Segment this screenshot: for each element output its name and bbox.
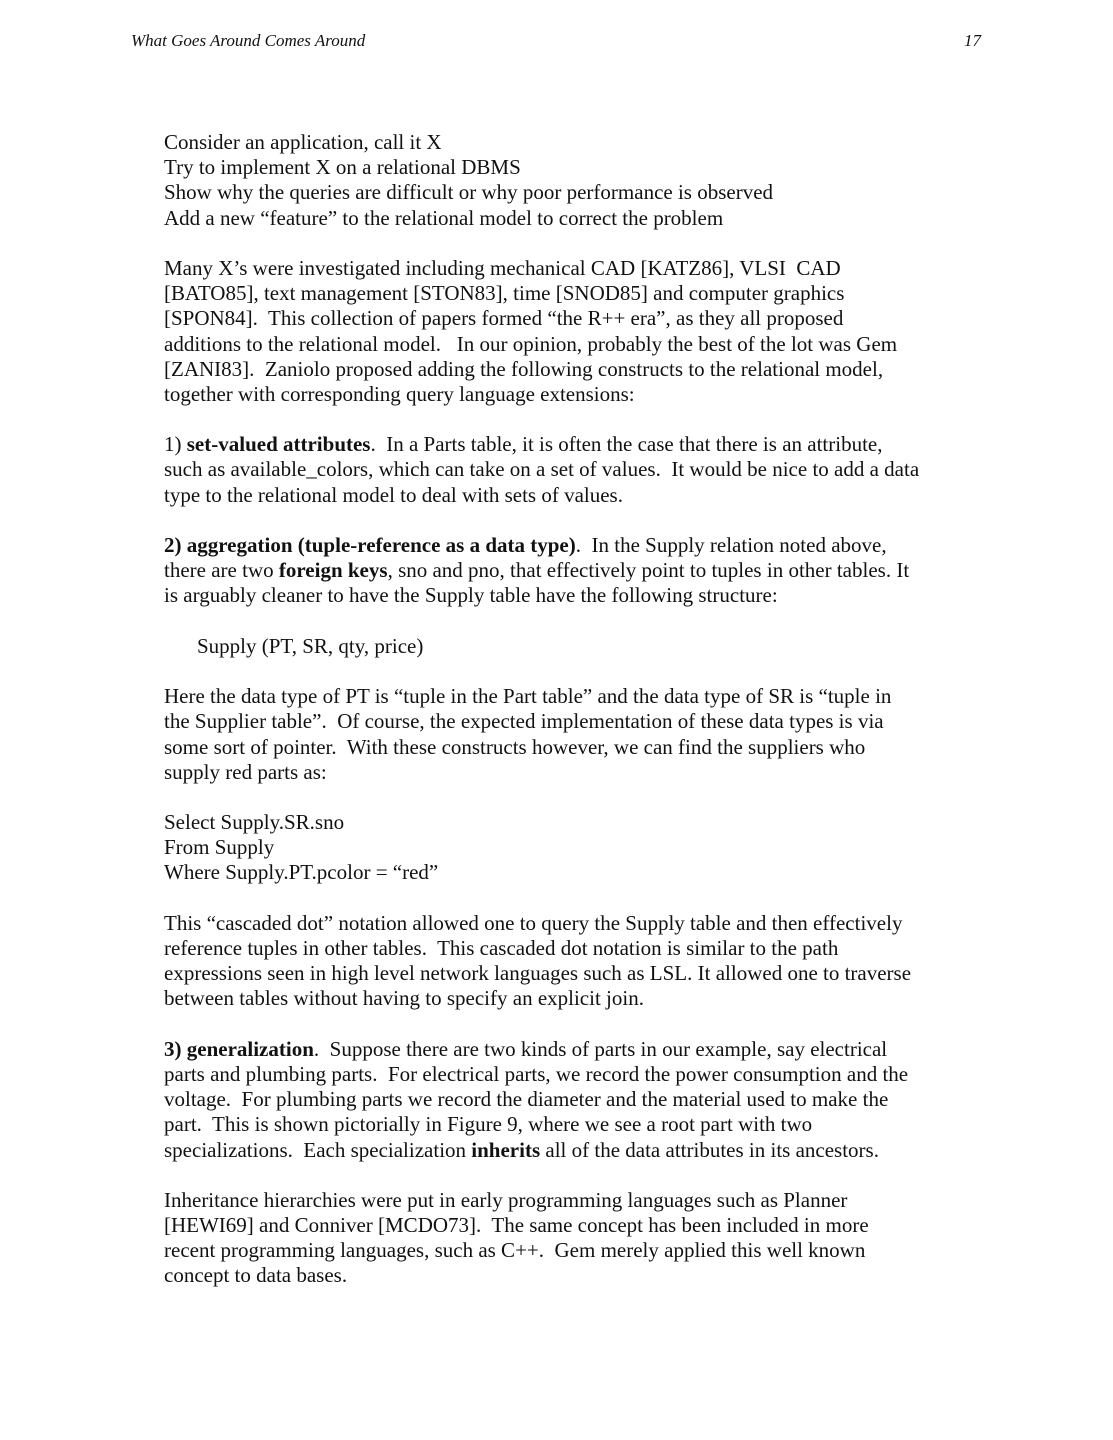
blank-line <box>164 1163 919 1188</box>
text-run: type to the relational model to deal with sets of values. <box>164 482 623 507</box>
text-run: Supply (PT, SR, qty, price) <box>197 633 424 658</box>
bold-term: foreign keys <box>278 558 388 583</box>
text-run: From Supply <box>164 835 275 860</box>
text-line <box>164 1263 919 1288</box>
text-line <box>164 206 919 231</box>
text-line <box>164 130 919 155</box>
text-run: Consider an application, call it X <box>164 130 442 154</box>
text-run: [SPON84]. This collection of papers formed “the R++ era”, as they all proposed <box>164 306 844 331</box>
text-run: together with corresponding query language extensions: <box>164 381 635 406</box>
text-run: all of the data attributes in its ancestors. <box>540 1137 879 1162</box>
text-run: 1) <box>164 432 187 457</box>
text-run: specializations. Each specialization <box>164 1137 472 1162</box>
text-line <box>164 986 919 1011</box>
text-line <box>164 483 919 508</box>
text-run: . Suppose there are two kinds of parts in our example, say electrical <box>313 1036 888 1061</box>
text-run: . In a Parts table, it is often the case that there is an attribute, <box>370 432 883 457</box>
text-run: supply red parts as: <box>164 759 327 784</box>
text-run: parts and plumbing parts. For electrical parts, we record the power consumption and the <box>164 1061 909 1086</box>
text-run: Select Supply.SR.sno <box>164 810 345 835</box>
text-line <box>164 457 919 482</box>
body-text <box>164 130 919 1289</box>
text-line <box>164 180 919 205</box>
text-line <box>164 810 919 835</box>
bold-term: 2) aggregation (tuple-reference as a data type) <box>164 533 576 557</box>
text-run: Many X’s were investigated including mechanical CAD [KATZ86], VLSI CAD <box>164 255 841 280</box>
page-number: 17 <box>964 31 981 50</box>
bold-term: set-valued attributes <box>186 432 371 457</box>
text-run: . In the Supply relation noted above, <box>575 533 887 557</box>
text-run: the Supplier table”. Of course, the expected implementation of these data types is via <box>164 709 884 734</box>
blank-line <box>164 508 919 533</box>
text-run: Where Supply.PT.pcolor = “red” <box>164 860 439 885</box>
text-line <box>164 1188 919 1213</box>
blank-line <box>164 1012 919 1037</box>
text-line <box>164 735 919 760</box>
text-run: is arguably cleaner to have the Supply table have the following structure: <box>164 583 778 608</box>
text-line <box>164 684 919 709</box>
text-line <box>164 961 919 986</box>
text-line <box>164 1213 919 1238</box>
text-line <box>164 1138 919 1163</box>
text-line <box>164 860 919 885</box>
text-line <box>164 533 919 558</box>
text-run: [HEWI69] and Conniver [MCDO73]. The same concept has been included in more <box>164 1213 869 1238</box>
text-run: expressions seen in high level network languages such as LSL. It allowed one to traverse <box>164 961 912 986</box>
text-run: there are two <box>164 558 279 583</box>
text-line <box>164 709 919 734</box>
text-run: part. This is shown pictorially in Figure 9, where we see a root part with two <box>164 1112 813 1137</box>
blank-line <box>164 886 919 911</box>
text-line <box>164 1238 919 1263</box>
text-run: Try to implement X on a relational DBMS <box>164 155 521 180</box>
text-line <box>164 911 919 936</box>
blank-line <box>164 407 919 432</box>
bold-term: inherits <box>471 1137 541 1162</box>
text-line <box>164 1037 919 1062</box>
running-header-title: What Goes Around Comes Around <box>131 31 366 50</box>
text-line <box>164 1087 919 1112</box>
text-run: Inheritance hierarchies were put in early programming languages such as Planner <box>164 1187 848 1212</box>
text-run: , sno and pno, that effectively point to tuples in other tables. It <box>387 558 910 583</box>
text-run: [BATO85], text management [STON83], time [SNOD85] and computer graphics <box>164 281 845 306</box>
text-run: additions to the relational model. In our opinion, probably the best of the lot was Gem <box>164 331 898 356</box>
text-line <box>164 760 919 785</box>
text-run: Add a new “feature” to the relational model to correct the problem <box>164 205 724 230</box>
text-line <box>164 306 919 331</box>
text-line <box>164 432 919 457</box>
text-line <box>164 155 919 180</box>
text-line <box>164 332 919 357</box>
text-line <box>164 1062 919 1087</box>
text-line <box>164 558 919 583</box>
text-run: voltage. For plumbing parts we record the diameter and the material used to make the <box>164 1087 889 1112</box>
text-line <box>164 634 919 659</box>
text-run: such as available_colors, which can take on a set of values. It would be nice to add a data <box>164 457 920 482</box>
text-line <box>164 357 919 382</box>
text-run: some sort of pointer. With these constructs however, we can find the suppliers who <box>164 734 866 759</box>
blank-line <box>164 659 919 684</box>
text-line <box>164 936 919 961</box>
text-run: Here the data type of PT is “tuple in the Part table” and the data type of SR is “tuple in <box>164 684 892 709</box>
text-run: Show why the queries are difficult or why poor performance is observed <box>164 180 774 205</box>
text-run: reference tuples in other tables. This cascaded dot notation is similar to the path <box>164 936 839 960</box>
bold-term: 3) generalization <box>164 1036 314 1061</box>
blank-line <box>164 231 919 256</box>
blank-line <box>164 609 919 634</box>
text-line <box>164 583 919 608</box>
text-run: between tables without having to specify an explicit join. <box>164 986 644 1011</box>
text-line <box>164 256 919 281</box>
text-run: recent programming languages, such as C++. Gem merely applied this well known <box>164 1238 866 1263</box>
text-run: This “cascaded dot” notation allowed one to query the Supply table and then effectively <box>164 910 903 935</box>
text-run: concept to data bases. <box>164 1263 348 1288</box>
blank-line <box>164 785 919 810</box>
text-line <box>164 382 919 407</box>
text-line <box>164 1112 919 1137</box>
text-line <box>164 835 919 860</box>
text-run: [ZANI83]. Zaniolo proposed adding the following constructs to the relational model, <box>164 356 884 381</box>
text-line <box>164 281 919 306</box>
